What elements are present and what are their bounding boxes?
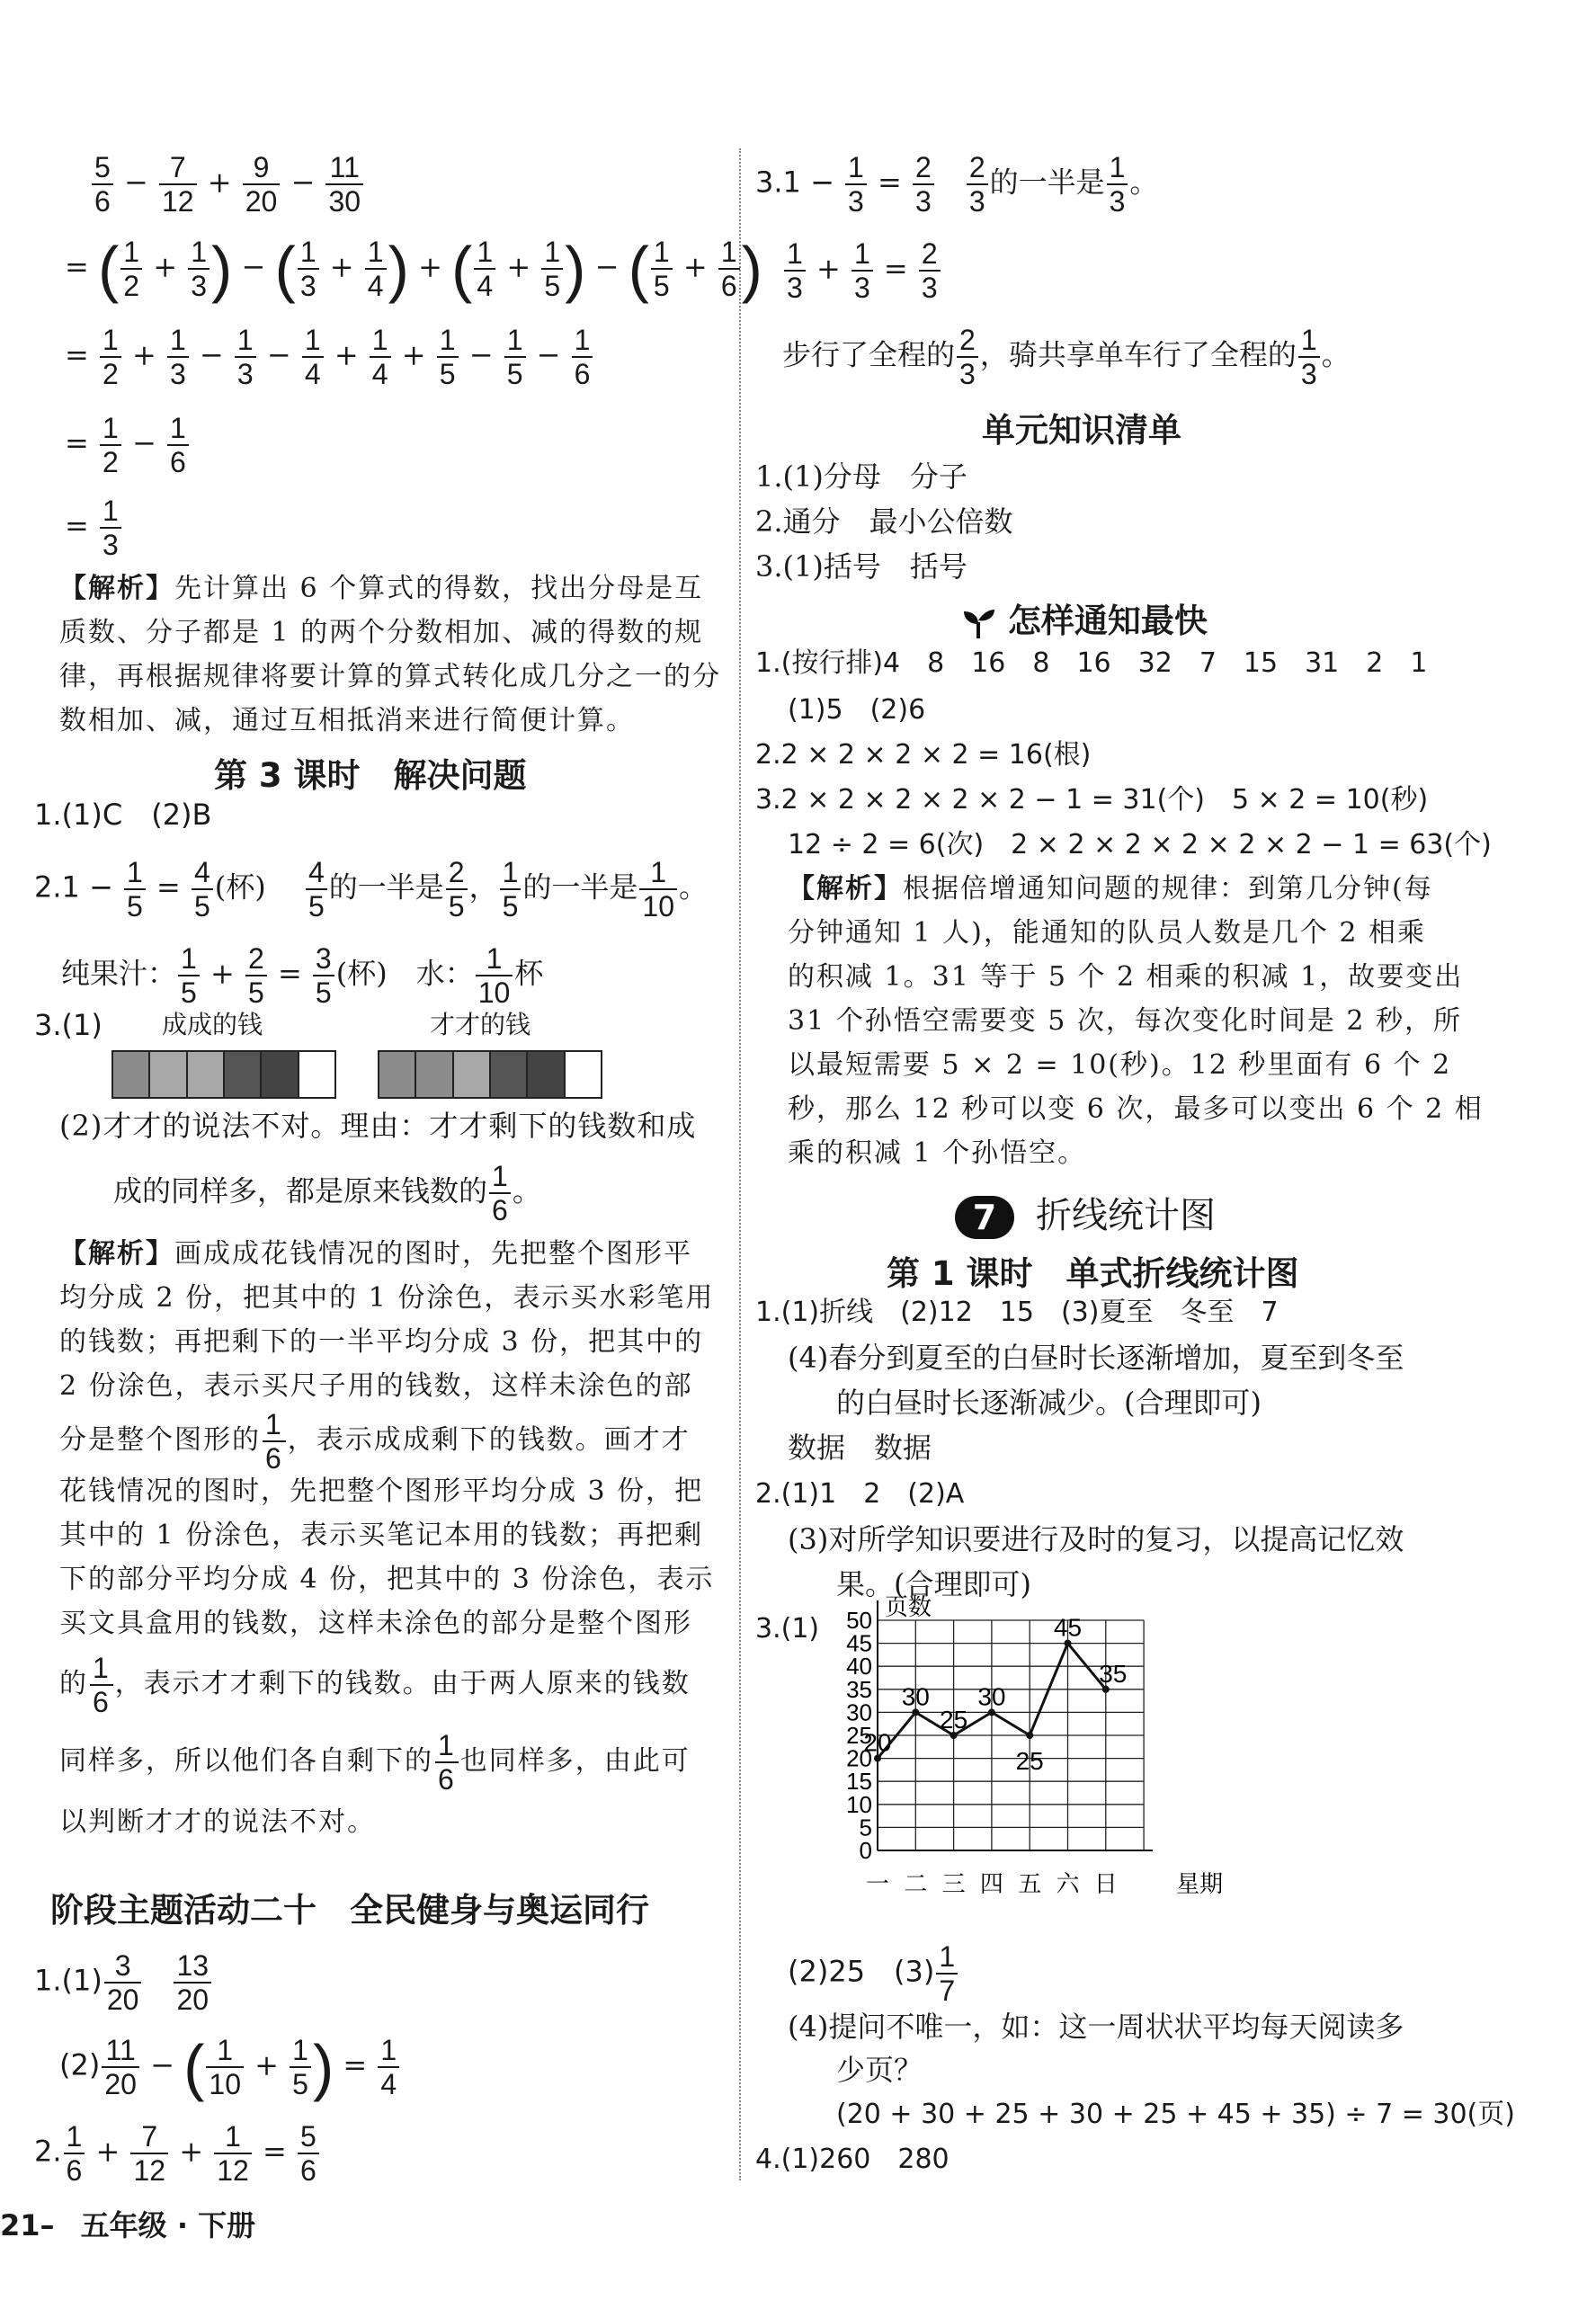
line-chart (825, 1594, 1491, 1906)
answer-r3-sum: $\frac{1}{3}$ + $\frac{1}{3}$ = $\frac{2}{3}$ (782, 237, 942, 304)
y-axis-label: 页数 (885, 1594, 932, 1621)
answer-r3: 3.1 − $\frac{1}{3}$ = $\frac{2}{3}$ $\frac{2}{3}$ 的一半是 $\frac{1}{3}$ 。 (755, 151, 1159, 218)
activity-answer-1-2: (2) $\frac{11}{20}$ − ( $\frac{1}{10}$ + $\frac{1}{5}$ ) = $\frac{1}{4}$ (59, 2034, 401, 2100)
chart-answer-3: 3.(1) (755, 1613, 820, 1645)
y-tick-label: 25 (846, 1722, 872, 1749)
bar-segment (566, 1052, 601, 1097)
x-tick-label: 三 (941, 1871, 966, 1898)
math-line-5: = $\frac{1}{3}$ (65, 495, 123, 561)
chart-answer-3d: 少页？ (836, 2053, 923, 2087)
x-tick-label: 六 (1056, 1871, 1080, 1898)
y-tick-label: 5 (859, 1814, 872, 1841)
grade-label: 五年级 · 下册 (80, 2208, 256, 2242)
answer-3-label: 3.(1) (34, 1008, 103, 1042)
bar-segment (416, 1052, 453, 1097)
notify-1: 1.(按行排)4 8 16 8 16 32 7 15 31 2 1 (755, 647, 1428, 679)
y-tick-label: 30 (846, 1698, 872, 1726)
chart-answer-2c: 果。(合理即可) (836, 1567, 1031, 1601)
y-tick-label: 50 (846, 1607, 872, 1634)
bar-segment (150, 1052, 187, 1097)
bar-segment (379, 1052, 416, 1097)
math-line-3: = $\frac{1}{2}$ + $\frac{1}{3}$ − $\frac{1}{3}$ − $\frac{1}{4}$ + $\frac{1}{4}$ + $\frac{1}{5}$ − $\frac{1}{5}$ − $\frac{1}{6}$ (65, 324, 594, 390)
notify-heading: 怎样通知最快 (960, 593, 1208, 642)
bar-segment (491, 1052, 528, 1097)
fraction: $\frac{7}{12}$ (159, 151, 197, 218)
sprout-icon (960, 606, 996, 640)
chart-answer-1c: 的白昼时长逐渐减少。(合理即可) (836, 1386, 1262, 1420)
bar-segment (113, 1052, 150, 1097)
y-tick-label: 10 (846, 1790, 872, 1818)
y-tick-label: 15 (846, 1768, 872, 1796)
y-tick-label: 40 (846, 1653, 872, 1680)
data-label: 30 (901, 1682, 930, 1711)
analysis-1: 【解析】先计算出 6 个算式的得数，找出分母是互质数、分子都是 1 的两个分数相加、减的得数的规律，再根据规律将要计算的算式转化成几分之一的分数相加、减，通过互相抵消来进行简便计算。 (59, 573, 721, 736)
activity-answer-1: 1.(1) $\frac{3}{20}$ $\frac{13}{20}$ (34, 1949, 213, 2016)
x-tick-label: 五 (1018, 1871, 1042, 1898)
data-label: 45 (1053, 1613, 1083, 1642)
x-tick-label: 二 (904, 1871, 928, 1898)
fraction: $\frac{5}{6}$ (92, 151, 113, 218)
y-tick-label: 20 (846, 1744, 872, 1772)
y-tick-label: 45 (846, 1629, 872, 1657)
data-point (1026, 1732, 1033, 1739)
chart-answer-2: 2.(1)1 2 (2)A (755, 1478, 965, 1510)
lesson-heading: 第 3 课时 解决问题 (214, 756, 527, 795)
y-tick-label: 0 (859, 1837, 872, 1864)
chapter-number-badge: 7 (955, 1196, 1014, 1239)
chart-answer-1d: 数据 数据 (788, 1431, 932, 1465)
activity-heading: 阶段主题活动二十 全民健身与奥运同行 (50, 1891, 649, 1930)
chart-answer-1b: (4)春分到夏至的白昼时长逐渐增加，夏至到冬至 (788, 1341, 1404, 1375)
data-label: 20 (863, 1728, 892, 1757)
x-tick-label: 四 (979, 1871, 1003, 1898)
chart-answer-3c: (4)提问不唯一，如：这一周状状平均每天阅读多 (788, 2010, 1404, 2044)
answer-3-2: (2)才才的说法不对。理由：才才剩下的钱数和成 (59, 1109, 697, 1143)
answer-3-2b: 成的同样多，都是原来钱数的 $\frac{1}{6}$ 。 (113, 1160, 541, 1226)
data-label: 30 (977, 1682, 1006, 1711)
math-line-4: = $\frac{1}{2}$ − $\frac{1}{6}$ (65, 412, 191, 478)
chart-answer-1: 1.(1)折线 (2)12 15 (3)夏至 冬至 7 (755, 1297, 1279, 1328)
bar-segment (225, 1052, 262, 1097)
column-divider (739, 148, 741, 2180)
lesson-1-heading: 第 1 课时 单式折线统计图 (887, 1254, 1299, 1293)
bar-segment (188, 1052, 225, 1097)
chart-answer-3e: (20 + 30 + 25 + 30 + 25 + 45 + 35) ÷ 7 = 30(页) (836, 2099, 1515, 2130)
bar-segment (262, 1052, 299, 1097)
chart-answer-3b: (2)25 (3) $\frac{1}{7}$ (788, 1940, 959, 2007)
notify-1b: (1)5 (2)6 (788, 694, 926, 726)
tt-money-label: 才才的钱 (430, 1010, 531, 1039)
x-tick-label: 一 (865, 1871, 890, 1898)
y-tick-label: 35 (846, 1675, 872, 1703)
chart-answer-4: 4.(1)260 280 (755, 2144, 950, 2175)
tt-money-bar (378, 1050, 602, 1099)
math-line-1: $\frac{5}{6}$ − $\frac{7}{12}$ + $\frac{9}{20}$ − $\frac{11}{30}$ (90, 151, 365, 218)
x-tick-label: 日 (1093, 1871, 1118, 1898)
bar-segment (299, 1052, 334, 1097)
unit-knowledge-heading: 单元知识清单 (982, 411, 1181, 450)
page-number: 21 (0, 2208, 40, 2242)
answer-2: 2.1 − $\frac{1}{5}$ = $\frac{4}{5}$ (杯) $\frac{4}{5}$ 的一半是 $\frac{2}{5}$ ， $\frac{1}{5}$ 的一半是 $\frac{1}{10}$ 。 (34, 856, 708, 923)
answer-r3-walk: 步行了全程的 $\frac{2}{3}$ ，骑共享单车行了全程的 $\frac{1}{3}$ 。 (782, 324, 1351, 390)
chart-answer-2b: (3)对所学知识要进行及时的复习，以提高记忆效 (788, 1522, 1404, 1556)
unit-item-1: 1.(1)分母 分子 (755, 459, 967, 494)
activity-answer-2: 2. $\frac{1}{6}$ + $\frac{7}{12}$ + $\frac{1}{12}$ = $\frac{5}{6}$ (34, 2120, 321, 2187)
answer-1: 1.(1)C (2)B (34, 798, 212, 832)
notify-2: 2.2 × 2 × 2 × 2 = 16(根) (755, 739, 1092, 771)
notify-3b: 12 ÷ 2 = 6(次) 2 × 2 × 2 × 2 × 2 × 2 − 1 = 63(个) (788, 829, 1492, 860)
data-label: 25 (1015, 1747, 1044, 1775)
analysis-2: 【解析】画成成花钱情况的图时，先把整个图形平 均分成 2 份，把其中的 1 份涂色，表示买水彩笔用 的钱数；再把剩下的一半平均分成 3 份，把其中的 2 份涂色，表示买尺子用的钱数，这样未涂色的部 分是整个图形的 $\frac{1}{6}$ ，表示成成剩下的钱数。画才才 花钱情况的图时，先把整个图形平均分成 3 份，把 其中的 1 份涂色，表示买笔记本用的钱数；再把剩 下的部分平均分成 4 份，把其中的 3 份涂色，表示 买文具盒用的钱数，这样未涂色的部分是整个图形 的 $\frac{1}{6}$ ，表示才才剩下的钱数。由于两人原来的钱数 同样多，所以他们各自剩下的 $\frac{1}{6}$ 也同样多，由此可 以判断才才的说法不对。 (59, 1238, 715, 1838)
data-label: 25 (940, 1706, 968, 1734)
bar-segment (528, 1052, 565, 1097)
math-line-2: = ( $\frac{1}{2}$ + $\frac{1}{3}$ ) − ( $\frac{1}{3}$ + $\frac{1}{4}$ ) + ( $\frac{1}{4}$ + $\frac{1}{5}$ ) − ( $\frac{1}{5}$ + $\frac{1}{6}$ ) (65, 234, 762, 304)
notify-3: 3.2 × 2 × 2 × 2 × 2 − 1 = 31(个) 5 × 2 = 10(秒) (755, 784, 1429, 816)
unit-item-3: 3.(1)括号 括号 (755, 549, 967, 584)
fraction: $\frac{9}{20}$ (243, 151, 281, 218)
cc-money-label: 成成的钱 (162, 1010, 263, 1039)
bar-segment (454, 1052, 491, 1097)
x-axis-label: 星期 (1176, 1871, 1224, 1898)
unit-item-2: 2.通分 最小公倍数 (755, 504, 1013, 539)
answer-2-juice: 纯果汁： $\frac{1}{5}$ + $\frac{2}{5}$ = $\frac{3}{5}$ (杯) 水： $\frac{1}{10}$ 杯 (61, 942, 544, 1009)
fraction: $\frac{11}{30}$ (325, 151, 363, 218)
data-label: 35 (1099, 1659, 1128, 1688)
page-footer: 21– 五年级 · 下册 (0, 2208, 256, 2242)
analysis-3: 【解析】根据倍增通知问题的规律：到第几分钟(每 分钟通知 1 人)，能通知的队员人数是几个 2 相乘 的积减 1。31 等于 5 个 2 相乘的积减 1，故要变出 31 个孙悟空需要变 5 次，每次变化时间是 2 秒，所 以最短需要 5 × 2 = 10(秒)。12 秒里面有 6 个 2 秒，那么 12 秒可以变 6 次，最多可以变出 6 个 2 相 乘的积减 1 个孙悟空。 (788, 873, 1484, 1169)
chapter-heading: 7 折线统计图 (955, 1187, 1216, 1239)
cc-money-bar (111, 1050, 336, 1099)
